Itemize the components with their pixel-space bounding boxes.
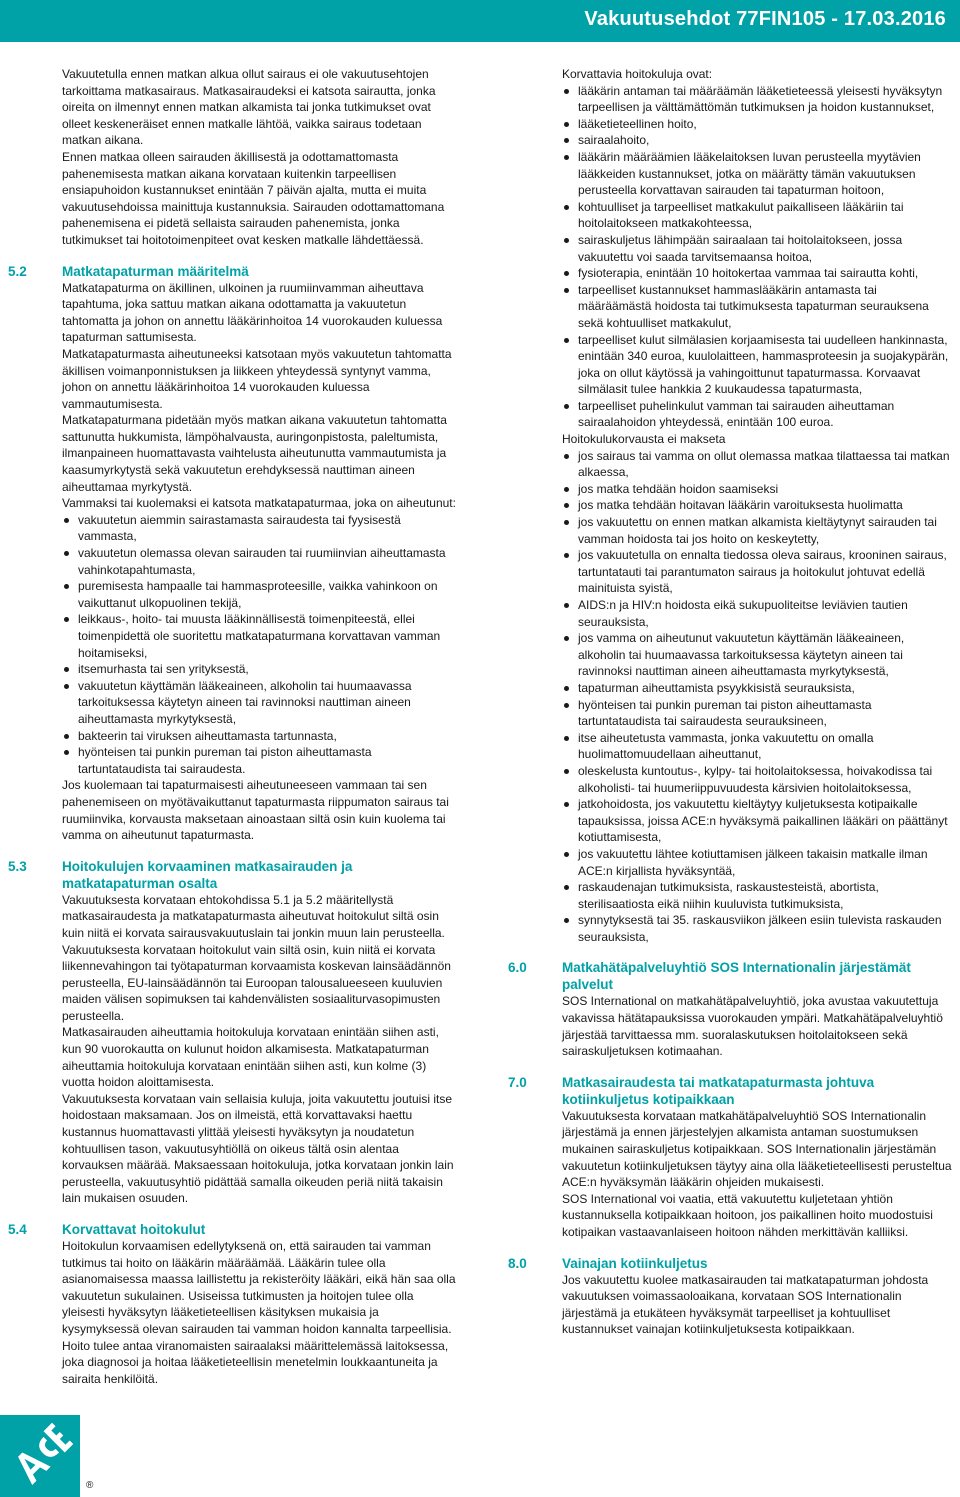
paragraph: Matkatapaturmasta aiheutuneeksi katsotaan myös vakuutetun tahtomatta äkillisen voimanponnistuksen ja liikkeen yhteydessä syntynyt vamma, johon on annettu lääkärinhoitoa 14 vuorokauden kuluessa vammautumisesta. (62, 346, 452, 411)
section-body (62, 892, 456, 1207)
list-item: tarpeelliset puhelinkulut vamman tai sairauden aiheuttaman sairaalahoidon yhteydessä, enintään 100 euroa. (562, 398, 952, 431)
ace-logo-icon (0, 1415, 80, 1497)
list-item: jos vakuutettu on ennen matkan alkamista kieltäytynyt sairauden tai vamman hoidosta tai jos hoito on keskeytetty, (562, 514, 952, 547)
document-title: Vakuutusehdot 77FIN105 - 17.03.2016 (584, 8, 946, 30)
intro-block (62, 66, 456, 249)
list-item: itse aiheutetusta vammasta, jonka vakuutettu on omalla huolimattomuudellaan aiheuttanut, (562, 730, 952, 763)
list-item: jatkohoidosta, jos vakuutettu kieltäytyy kuljetuksesta kotipaikalle tapauksissa, joissa ACE:n hyväksymä paikallinen lääkäri on päättänyt kotiuttamisesta, (562, 796, 952, 846)
list-item: sairaalahoito, (562, 132, 952, 149)
paragraph: Matkatapaturma on äkillinen, ulkoinen ja ruumiinvamman aiheuttava tapahtuma, joka sattuu matkan aikana odottamatta ja vakuutetun tahtomatta ja johon on annettu lääkärinhoitoa 14 vuorokauden kuluessa tapaturman sattumisesta. (62, 280, 443, 345)
paragraph: Hoitokulun korvaamisen edellytyksenä on, että sairauden tai vamman tutkimus tai hoito on lääkärin määräämää. Lääkärin tulee olla asianomaisessa maassa laillistettu ja rekisteröity lääkäri, eikä hän saa olla vakuutetun sukulainen. Usiseissa tutkimusten ja hoitojen tulee olla yleisesti hyväksytyn lääketieteellisen käsityksen mukaisia ja kysymyksessä olevan sairauden tai vamman hoidon kannalta tarpeellisia. Hoito tulee antaa viranomaisten sairaalaksi määrittelemässä laitoksessa, joka diagnosoi ja hoitaa lääketieteellisin menetelmin loukkaantuneita ja sairaita henkilöitä. (62, 1239, 456, 1386)
list-item: jos vamma on aiheutunut vakuutetun käyttämän lääkeaineen, alkoholin tai huumaavassa tarkoituksessa käytetyn aineen tai ravinnoksi nauttiman aineen aiheuttamasta myrkytyksestä, (562, 630, 952, 680)
right-column (508, 66, 952, 1338)
section-number: 5.2 (8, 263, 27, 279)
section-5-3 (8, 858, 456, 1207)
section-body (562, 1272, 952, 1338)
section-7-0 (508, 1074, 952, 1241)
list-item: vakuutetun aiemmin sairastamasta sairaudesta tai fyysisestä vammasta, (62, 512, 456, 545)
paragraph: Vakuutuksesta korvataan ehtokohdissa 5.1 ja 5.2 määritellystä matkasairaudesta ja matkatapaturmasta aiheutuvat hoitokulut siltä osin kuin niitä ei korvata sairausvakuutuslain tai jonkin muun lain perusteella. (62, 892, 445, 940)
paragraph: Vakuutetulla ennen matkan alkua ollut sairaus ei ole vakuutusehtojen tarkoittama matkasairaus. Matkasairaudeksi ei katsota sairautta, jonka oireita on ilmennyt ennen matkan alkamista tai jonka tutkimukset ovat olleet keskeneräiset ennen matkalle lähtöä, vaikka sairaus todetaan matkan aikana. (62, 67, 436, 148)
paragraph: Korvattavia hoitokuluja ovat: (562, 67, 713, 81)
section-number: 6.0 (508, 960, 527, 976)
section-5-4 (8, 1221, 456, 1387)
header-bar (0, 0, 960, 42)
section-title: Hoitokulujen korvaaminen matkasairauden ja matkatapaturman osalta (62, 858, 353, 891)
list-item: tapaturman aiheuttamista psyykkisistä seurauksista, (562, 680, 952, 697)
paragraph: Hoitokulukorvausta ei makseta (562, 432, 726, 447)
paragraph: Matkatapaturmana pidetään myös matkan aikana vakuutetun tahtomatta sattunutta hukkumista, lämpöhalvausta, auringonpistosta, paleltumista, ilmanpaineen huomattavasta vaihtelusta aiheutunutta vammautumista ja kaasumyrkytystä sekä vakuutetun erehdyksessä nauttiman aineen aiheuttamaa myrkytystä. (62, 413, 447, 494)
list-item: AIDS:n ja HIV:n hoidosta eikä sukupuoliteitse leviävien tautien seurauksista, (562, 597, 952, 630)
right-intro-block (562, 66, 952, 945)
list-item: jos vakuutetulla on ennalta tiedossa oleva sairaus, krooninen sairaus, tartuntatauti tai parantumaton sairaus ja hoitokulut johtuvat edellä mainituista syistä, (562, 547, 952, 597)
paragraph: Matkasairauden aiheuttamia hoitokuluja korvataan enintään siihen asti, kun 90 vuorokautta on kulunut hoidon alkamisesta. Matkatapaturman aiheuttamia hoitokuluja korvataan enintään siihen asti, kun kolme (3) vuotta hoidon aloittamisesta. (62, 1025, 439, 1090)
section-body (562, 1108, 952, 1241)
list-item: vakuutetun käyttämän lääkeaineen, alkoholin tai huumaavassa tarkoituksessa käytetyn aineen tai ravinnoksi nauttiman aineen aiheuttamasta myrkytyksestä, (62, 678, 456, 728)
bullet-list (562, 448, 952, 946)
paragraph: SOS International on matkahätäpalveluyhtiö, joka avustaa vakuutettuja vakavissa hätätapauksissa vuorokauden ympäri. Matkahätäpalveluyhtiö järjestää tarvittaessa mm. suoralaskutuksen hoitolaitokseen sekä sairaskuljetuksen kotimaahan. (562, 994, 943, 1059)
list-item: lääketieteellinen hoito, (562, 116, 952, 133)
list-item: kohtuulliset ja tarpeelliset matkakulut paikalliseen lääkäriin tai hoitolaitokseen matkakohteessa, (562, 199, 952, 232)
section-body (62, 1238, 456, 1387)
paragraph: SOS International voi vaatia, että vakuutettu kuljetetaan yhtiön kustannuksella kotipaikkaan hoitoon, jos paikallinen hoito muodostuisi kotipaikan vastaavanlaiseen hoitoon nähden merkittävän kalliiksi. (562, 1191, 933, 1239)
section-body (562, 993, 952, 1059)
paragraph: Vakuutuksesta korvataan matkahätäpalveluyhtiö SOS Internationalin järjestämä ja ennen järjestelyjen alkamista antaman suostumuksen mukainen sairaskuljetus kotipaikkaan. SOS Internationalin järjestämän vakuutetun kotiinkuljetuksen täytyy aina olla lääketieteellisesti perusteltua ACE:n hyväksymän lääkärin ohjeiden mukaisesti. (562, 1108, 952, 1190)
list-item: jos matka tehdään hoitavan lääkärin varoituksesta huolimatta (562, 497, 952, 514)
section-8-0 (508, 1255, 952, 1338)
list-item: oleskelusta kuntoutus-, kylpy- tai hoitolaitoksessa, hoivakodissa tai alkoholisti- tai huumeriippuvuudesta kärsivien hoitolaitoksessa, (562, 763, 952, 796)
section-title: Matkasairaudesta tai matkatapaturmasta johtuva kotiinkuljetus kotipaikkaan (562, 1074, 875, 1107)
paragraph: Vakuutuksesta korvataan vain sellaisia kuluja, joita vakuutettu joutuisi itse hoidostaan maksamaan. Jos on ilmeistä, että korvattavaksi haettu kustannus huomattavasti ylittää yleisesti hyväksytyn ja noudatetun kohtuullisen tason, vakuutusyhtiöllä on oikeus tältä osin alentaa korvauksen määrää. Maksaessaan hoitokuluja, jotka korvataan jonkin lain perusteella, vakuutusyhtiö pidättää samalla oikeuden periä niitä takaisin lain mukaisen osuuden. (62, 1091, 454, 1206)
list-item: jos sairaus tai vamma on ollut olemassa matkaa tilattaessa tai matkan alkaessa, (562, 448, 952, 481)
list-item: fysioterapia, enintään 10 hoitokertaa vammaa tai sairautta kohti, (562, 265, 952, 282)
list-item: leikkaus-, hoito- tai muusta lääkinnällisestä toimenpiteestä, ellei toimenpidettä ole suoritettu matkatapaturmana korvattavan vamman hoitamiseksi, (62, 611, 456, 661)
list-item: raskaudenajan tutkimuksista, raskaustesteistä, abortista, sterilisaatiosta eikä niihin kuuluvista tutkimuksista, (562, 879, 952, 912)
list-item: sairaskuljetus lähimpään sairaalaan tai hoitolaitokseen, jossa vakuutettu voi saada tarvitsemaansa hoitoa, (562, 232, 952, 265)
section-number: 7.0 (508, 1074, 527, 1090)
paragraph: Vakuutuksesta korvataan hoitokulut vain siltä osin, kuin niitä ei korvata liikennevahingon tai työtapaturman korvaamista koskevan lainsäädännön perusteella, EU-lainsäädännön tai Euroopan talousalueeseen kuuluvien maiden välisen sopimuksen tai kahdenvälisten sosiaaliturvasopimusten perusteella. (62, 942, 451, 1023)
list-item: vakuutetun olemassa olevan sairauden tai ruumiinvian aiheuttamasta vahinkotapahtumasta, (62, 545, 456, 578)
section-6-0 (508, 959, 952, 1059)
list-item: lääkärin määräämien lääkelaitoksen luvan perusteella myytävien lääkkeiden kustannukset, jotka on määrätty tämän vakuutuksen perusteella korvattavan sairauden tai tapaturman hoitoon, (562, 149, 952, 199)
list-item: jos matka tehdään hoidon saamiseksi (562, 481, 952, 498)
paragraph: Vammaksi tai kuolemaksi ei katsota matkatapaturmaa, joka on aiheutunut: (62, 496, 456, 511)
list-item: synnytyksestä tai 35. raskausviikon jälkeen esiin tulevista raskauden seurauksista, (562, 912, 952, 945)
ace-logo (0, 1415, 80, 1497)
section-number: 5.3 (8, 858, 27, 874)
section-number: 8.0 (508, 1255, 527, 1271)
list-item: lääkärin antaman tai määräämän lääketieteessä yleisesti hyväksytyn tarpeellisen ja välttämättömän tutkimuksen ja hoidon kustannukset, (562, 83, 952, 116)
list-item: itsemurhasta tai sen yrityksestä, (62, 661, 456, 678)
list-item: hyönteisen tai punkin pureman tai piston aiheuttamasta tartuntataudista tai sairaudesta seurauksineen, (562, 697, 952, 730)
bullet-list (62, 512, 456, 778)
section-body (62, 280, 456, 844)
section-number: 5.4 (8, 1222, 27, 1237)
section-title: Korvattavat hoitokulut (62, 1222, 206, 1237)
left-column (8, 66, 456, 1387)
registered-mark: ® (86, 1480, 94, 1491)
paragraph: Jos kuolemaan tai tapaturmaisesti aiheutuneeseen vammaan tai sen pahenemiseen on myötävaikuttanut tapaturmasta riippumaton sairaus tai ruumiinvika, korvausta maksetaan ainoastaan siltä osin kuin kuolema tai vamma on aiheutunut tapaturmasta. (62, 778, 449, 843)
list-item: tarpeelliset kulut silmälasien korjaamisesta tai uudelleen hankinnasta, enintään 340 euroa, kuulolaitteen, hammasproteesin ja suojakypärän, joka on ollut käytössä ja vahingoittunut tapaturmassa. Korvaavat silmälasit tulee hankkia 2 kuukaudessa tapaturmasta, (562, 332, 952, 398)
list-item: puremisesta hampaalle tai hammasproteesille, vaikka vahinkoon on vaikuttanut ulkopuolinen tekijä, (62, 578, 456, 611)
section-5-2 (8, 263, 456, 844)
section-title: Matkahätäpalveluyhtiö SOS Internationalin järjestämät palvelut (562, 960, 911, 993)
list-item: hyönteisen tai punkin pureman tai piston aiheuttamasta tartuntataudista tai sairaudesta. (62, 744, 456, 777)
section-title: Vainajan kotiinkuljetus (562, 1255, 708, 1271)
paragraph: Jos vakuutettu kuolee matkasairauden tai matkatapaturman johdosta vakuutuksen voimassaoloaikana, korvataan SOS Internationalin järjestämä ja etukäteen hyväksymät tarpeelliset ja kohtuulliset kustannukset vainajan kotiinkuljetuksesta kotipaikkaan. (562, 1272, 929, 1337)
bullet-list (562, 83, 952, 431)
section-title: Matkatapaturman määritelmä (62, 263, 249, 279)
list-item: jos vakuutettu lähtee kotiuttamisen jälkeen takaisin matkalle ilman ACE:n kirjallista hyväksyntää, (562, 846, 952, 879)
paragraph: Ennen matkaa olleen sairauden äkillisestä ja odottamattomasta pahenemisesta matkan aikana korvataan kuitenkin tarpeellisen ensiapuhoidon kustannukset enintään 7 päivän ajalta, mutta ei muita vakuutusehdoissa mainittuja kustannuksia. Sairauden odottamattomana pahenemisena ei pidetä sellaista sairauden pahenemista, jonka tutkimukset tai hoitotoimenpiteet ovat kesken matkalle lähdettäessä. (62, 149, 445, 247)
list-item: bakteerin tai viruksen aiheuttamasta tartunnasta, (62, 728, 456, 745)
list-item: tarpeelliset kustannukset hammaslääkärin antamasta tai määräämästä hoidosta tai tutkimuksesta tapaturman seurauksena sekä kohtuulliset matkakulut, (562, 282, 952, 332)
